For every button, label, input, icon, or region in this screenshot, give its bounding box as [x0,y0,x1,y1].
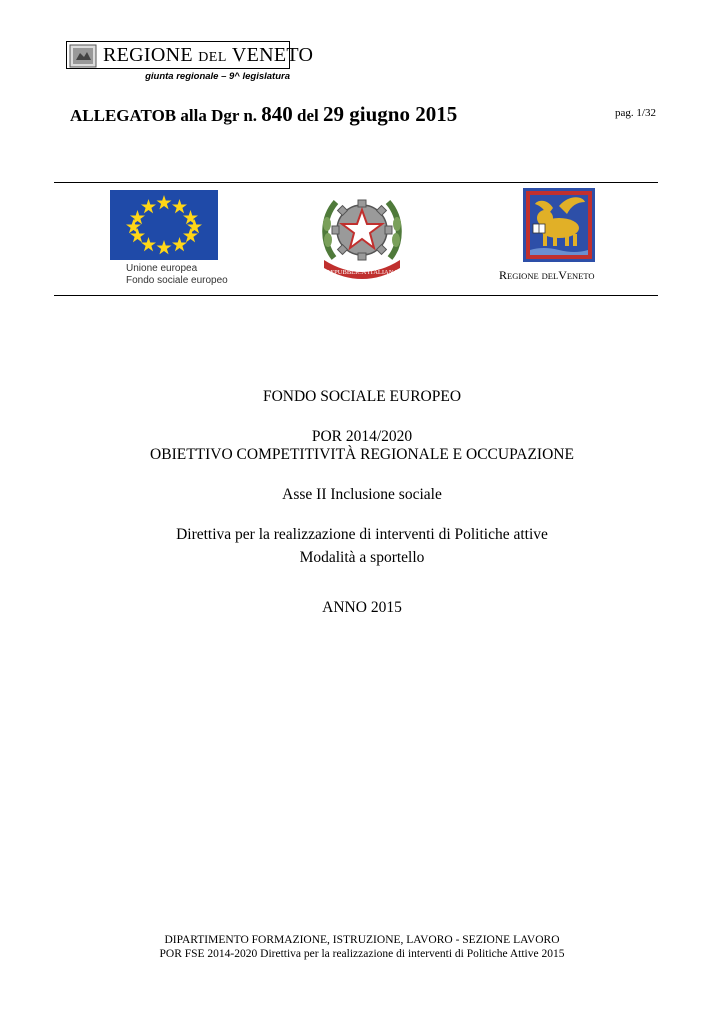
regione-veneto-label: REGIONE DELVENETO [499,268,595,282]
title-por: POR 2014/2020 [311,428,413,445]
lion-of-saint-mark-icon [523,188,595,262]
eu-label-line2: Fondo sociale europeo [126,275,228,286]
footer-dipartimento: DIPARTIMENTO FORMAZIONE, ISTRUZIONE, LAVORO - SEZIONE LAVORO [164,934,560,946]
eu-stars-icon [110,190,218,260]
title-modalita: Modalità a sportello [299,549,425,566]
repubblica-italiana-emblem [318,188,406,282]
regione-veneto-logo [495,188,625,283]
footer-por-fse: POR FSE 2014-2020 Direttiva per la realizzazione di interventi di Politiche Attive 2015 [159,948,565,960]
eu-flag [110,190,218,260]
veneto-crest-icon [69,44,97,68]
header-subtitle: giunta regionale – 9^ legislatura [145,71,290,82]
eu-label-line1: Unione europea [126,263,198,274]
eu-fse-logo [110,190,228,286]
italian-emblem-ribbon-text: REPUBBLICA ITALIANA [325,269,399,276]
logo-strip-bottom-divider [54,295,658,296]
title-obiettivo: OBIETTIVO COMPETITIVITÀ REGIONALE E OCCUPAZIONE [150,446,574,463]
italian-emblem-icon [318,188,406,282]
title-direttiva: Direttiva per la realizzazione di interventi di Politiche attive [176,526,548,543]
title-fondo-sociale-europeo: FONDO SOCIALE EUROPEO [262,388,462,405]
header-logo-frame [66,41,314,69]
page-number: pag. 1/32 [615,107,656,119]
logo-strip-top-divider [54,182,658,183]
regione-veneto-header-logo [66,41,314,82]
allegato-heading: ALLEGATOB alla Dgr n. 840 del 29 giugno 2015 [70,102,458,126]
title-asse: Asse II Inclusione sociale [282,486,442,503]
title-anno: ANNO 2015 [322,599,402,616]
header-logo-title: REGIONE DEL VENETO [103,44,314,66]
